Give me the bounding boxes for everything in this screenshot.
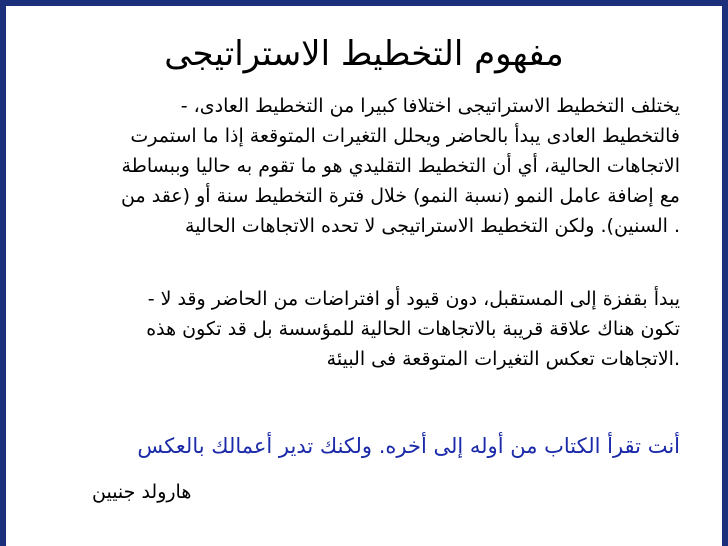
paragraph-2-line: .الاتجاهات تعكس التغيرات المتوقعة فى البيئة xyxy=(326,348,680,370)
quote-text: أنت تقرأ الكتاب من أوله إلى أخره. ولكنك تدير أعمالك بالعكس xyxy=(137,434,680,458)
paragraph-1 xyxy=(48,91,680,241)
slide-border-right xyxy=(722,0,728,546)
slide-border-left xyxy=(0,0,6,546)
quote-author: هارولد جنيين xyxy=(92,481,192,503)
paragraph-2-line: يبدأ بقفزة إلى المستقبل، دون قيود أو افتراضات من الحاضر وقد لا - xyxy=(147,288,680,310)
paragraph-1-line: مع إضافة عامل النمو (نسبة النمو) خلال فترة التخطيط سنة أو (عقد من xyxy=(121,185,680,207)
paragraph-1-line: يختلف التخطيط الاستراتيجى اختلافا كبيرا من التخطيط العادى، - xyxy=(180,95,680,117)
paragraph-2 xyxy=(74,284,680,374)
slide-border-top xyxy=(0,0,728,6)
paragraph-1-line: . السنين). ولكن التخطيط الاستراتيجى لا تحده الاتجاهات الحالية xyxy=(184,215,680,237)
slide-title: مفهوم التخطيط الاستراتيجى xyxy=(164,34,564,74)
paragraph-1-line: فالتخطيط العادى يبدأ بالحاضر ويحلل التغيرات المتوقعة إذا ما استمرت xyxy=(130,125,680,147)
paragraph-1-line: الاتجاهات الحالية، أي أن التخطيط التقليدي هو ما تقوم به حاليا وببساطة xyxy=(121,155,680,177)
paragraph-2-line: تكون هناك علاقة قريبة بالاتجاهات الحالية للمؤسسة بل قد تكون هذه xyxy=(146,318,680,340)
